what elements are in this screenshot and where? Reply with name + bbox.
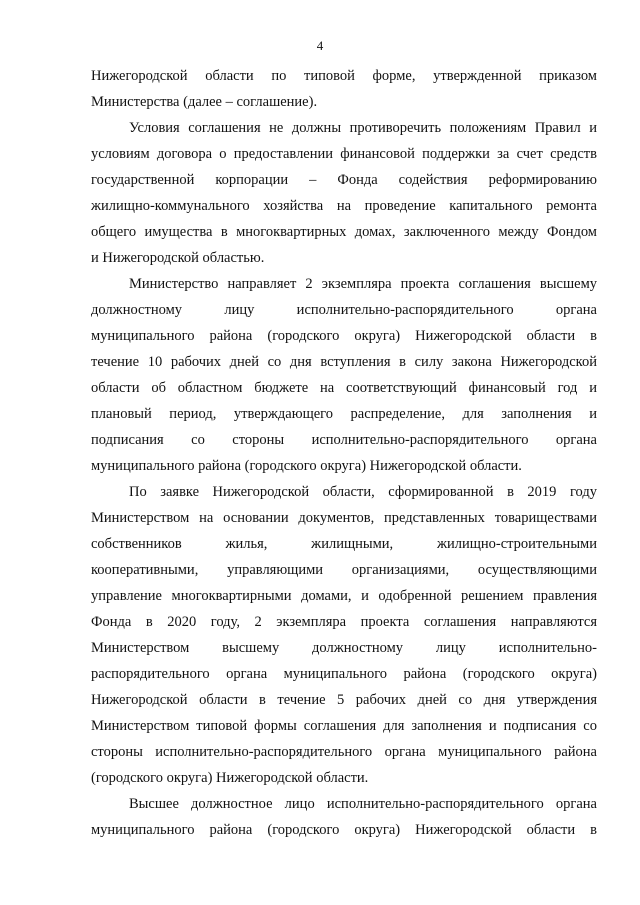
text-line: Фонда в 2020 году, 2 экземпляра проекта соглашения направляются (91, 614, 597, 630)
paragraph (91, 479, 597, 791)
text-line: Министерством высшему должностному лицу исполнительно- (91, 640, 597, 656)
text-line: стороны исполнительно-распорядительного органа муниципального района (91, 744, 597, 760)
text-line: Министерством на основании документов, представленных товариществами (91, 510, 597, 526)
text-line: муниципального района (городского округа) Нижегородской области. (91, 458, 522, 474)
text-line: государственной корпорации – Фонда содействия реформированию (91, 172, 597, 188)
text-line: Министерством типовой формы соглашения для заполнения и подписания со (91, 718, 597, 734)
text-line: Условия соглашения не должны противоречить положениям Правил и (129, 120, 597, 136)
paragraph (91, 271, 597, 479)
text-line: собственников жилья, жилищными, жилищно-строительными (91, 536, 597, 552)
text-line: Нижегородской области по типовой форме, утвержденной приказом (91, 68, 597, 84)
text-line: течение 10 рабочих дней со дня вступления в силу закона Нижегородской (91, 354, 597, 370)
text-line: муниципального района (городского округа) Нижегородской области в (91, 328, 597, 344)
text-line: муниципального района (городского округа) Нижегородской области в (91, 822, 597, 838)
text-line: Нижегородской области в течение 5 рабочих дней со дня утверждения (91, 692, 597, 708)
text-line: жилищно-коммунального хозяйства на проведение капитального ремонта (91, 198, 597, 214)
text-line: условиям договора о предоставлении финансовой поддержки за счет средств (91, 146, 597, 162)
text-line: По заявке Нижегородской области, сформированной в 2019 году (129, 484, 597, 500)
text-line: Министерства (далее – соглашение). (91, 94, 318, 110)
text-line: распорядительного органа муниципального района (городского округа) (91, 666, 597, 682)
paragraph (91, 791, 597, 843)
text-line: Министерство направляет 2 экземпляра проекта соглашения высшему (129, 276, 597, 292)
text-line: Высшее должностное лицо исполнительно-распорядительного органа (129, 796, 597, 812)
page-number: 4 (316, 38, 324, 53)
text-line: (городского округа) Нижегородской области. (91, 770, 369, 786)
text-line: и Нижегородской областью. (91, 250, 265, 266)
text-line: кооперативными, управляющими организациями, осуществляющими (91, 562, 597, 578)
text-line: плановый период, утверждающего распределение, для заполнения и (91, 406, 597, 422)
paragraph (91, 63, 597, 115)
text-line: управление многоквартирными домами, и одобренной решением правления (91, 588, 597, 604)
text-line: подписания со стороны исполнительно-распорядительного органа (91, 432, 597, 448)
text-line: общего имущества в многоквартирных домах, заключенного между Фондом (91, 224, 597, 240)
text-line: должностному лицу исполнительно-распорядительного органа (91, 302, 597, 318)
text-line: области об областном бюджете на соответствующий финансовый год и (91, 380, 597, 396)
paragraph (91, 115, 597, 271)
document-body (91, 63, 597, 843)
